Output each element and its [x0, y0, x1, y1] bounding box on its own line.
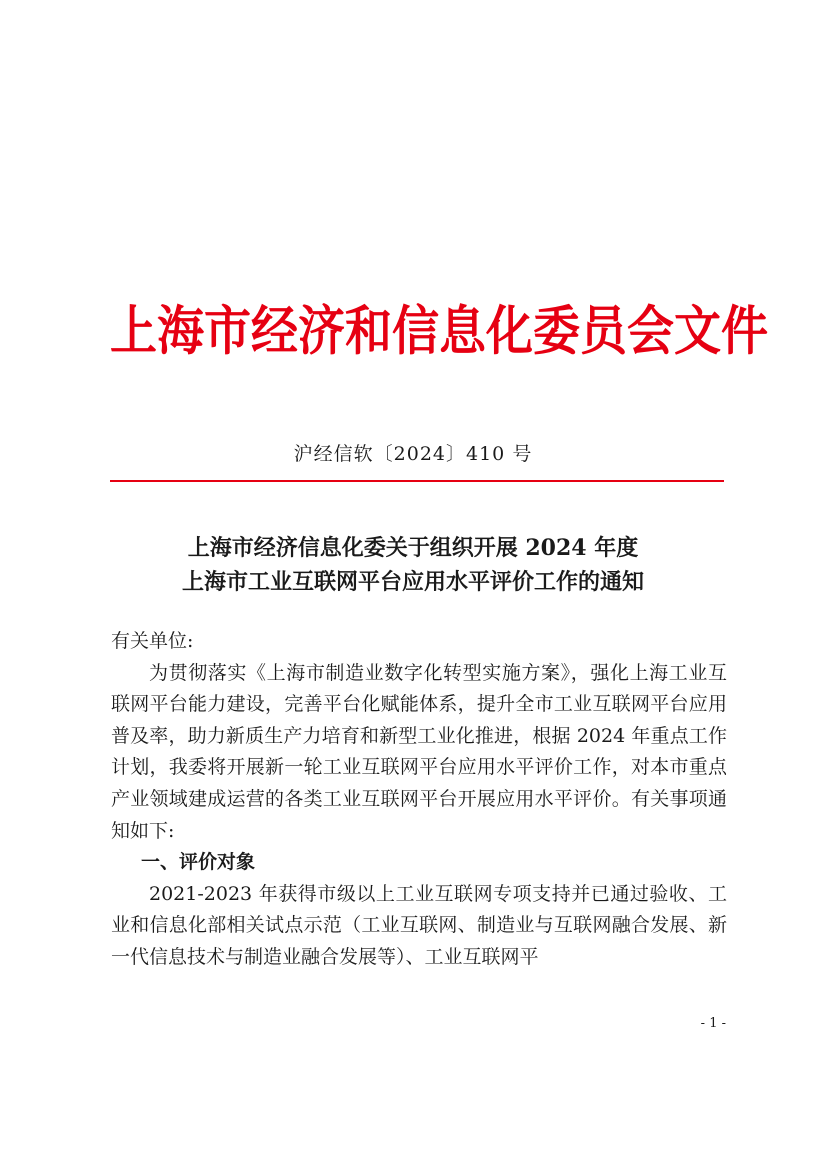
red-divider-line: [110, 480, 724, 482]
document-number: 沪经信软〔2024〕410 号: [293, 443, 533, 465]
page-number: - 1 -: [700, 1016, 726, 1031]
section-heading-evaluation-targets: 一、评价对象: [141, 851, 256, 874]
document-title-line-2: 上海市工业互联网平台应用水平评价工作的通知: [181, 569, 644, 595]
document-body: [111, 626, 727, 974]
salutation: 有关单位:: [111, 630, 194, 652]
body-paragraph-targets: 2021-2023 年获得市级以上工业互联网专项支持并已通过验收、工业和信息化部相关试点示范（工业互联网、制造业与互联网融合发展、新一代信息技术与制造业融合发展等）、工业互联网平: [111, 882, 727, 968]
body-paragraph-intro: 为贯彻落实《上海市制造业数字化转型实施方案》，强化上海工业互联网平台能力建设，完善平台化赋能体系，提升全市工业互联网平台应用普及率，助力新质生产力培育和新型工业化推进，根据 2024 年重点工作计划，我委将开展新一轮工业互联网平台应用水平评价工作，对本市重点产业领域建成运营的各类工业互联网平台开展应用水平评价。有关事项通知如下:: [111, 661, 727, 842]
issuing-organization-header: 上海市经济和信息化委员会文件: [110, 300, 768, 363]
document-title: [110, 531, 716, 599]
document-title-line-1: 上海市经济信息化委关于组织开展 2024 年度: [187, 535, 639, 561]
